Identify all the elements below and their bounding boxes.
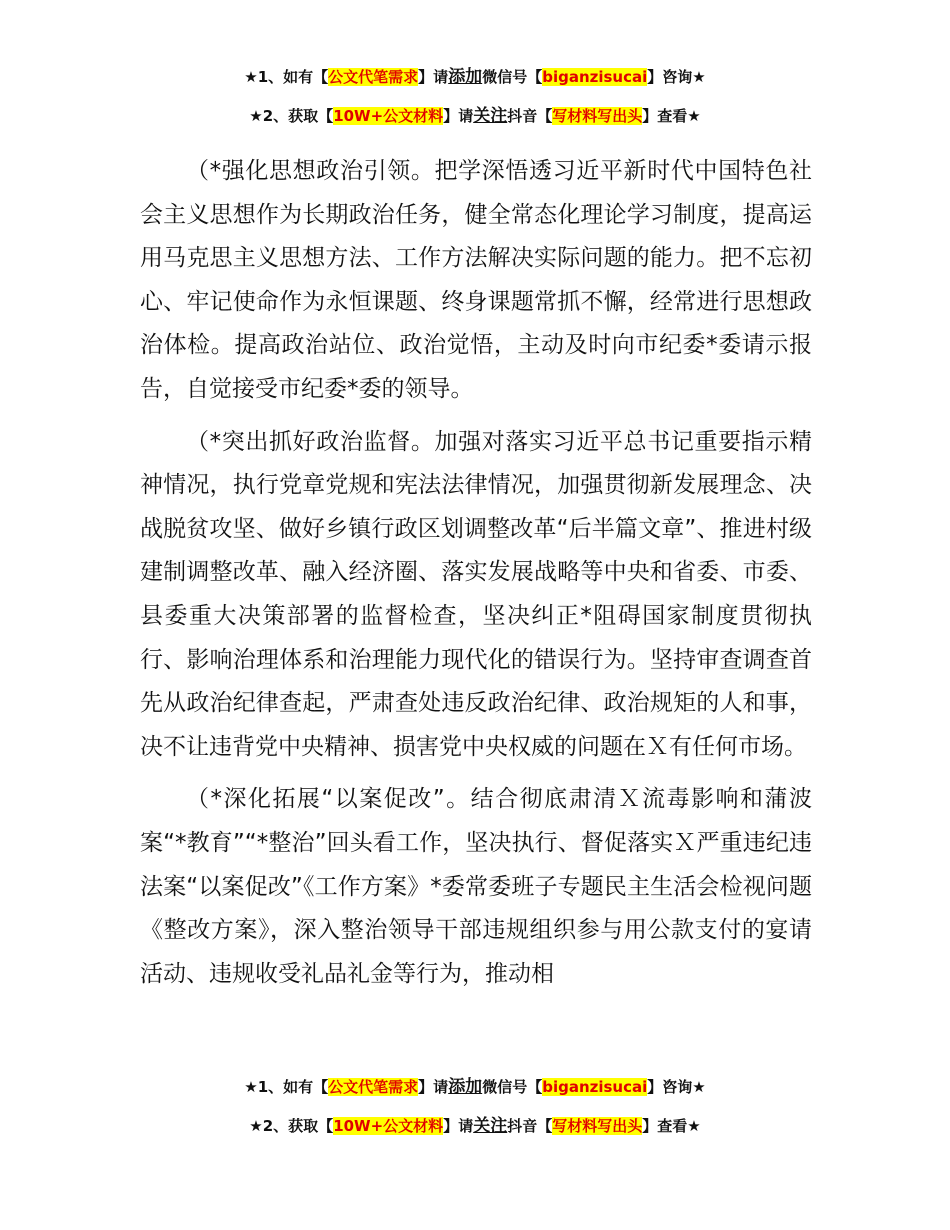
promo-text: ★1、如有【	[244, 68, 329, 86]
promo-text: 】请	[443, 107, 474, 125]
promo-text: 】咨询★	[647, 1078, 706, 1096]
promo-text: 微信号【	[482, 68, 543, 86]
promo-highlight: 10W+公文材料	[333, 107, 444, 125]
footer-promo-line-1	[0, 1077, 950, 1097]
promo-text: 微信号【	[482, 1078, 543, 1096]
promo-highlight: 公文代笔需求	[328, 68, 419, 86]
promo-highlight: 写材料写出头	[552, 1117, 643, 1135]
promo-text: 】查看★	[642, 107, 701, 125]
header-promo-line-2	[0, 106, 950, 126]
promo-text: 】请	[418, 1078, 449, 1096]
promo-text: 】请	[443, 1117, 474, 1135]
paragraph: （*强化思想政治引领。把学深悟透习近平新时代中国特色社会主义思想作为长期政治任务，健全常态化理论学习制度，提高运用马克思主义思想方法、工作方法解决实际问题的能力。把不忘初心、牢记使命作为永恒课题、终身课题常抓不懈，经常进行思想政治体检。提高政治站位、政治觉悟，主动及时向市纪委*委请示报告，自觉接受市纪委*委的领导。	[140, 158, 812, 402]
promo-highlight: 写材料写出头	[552, 107, 643, 125]
promo-emphasis: 关注	[473, 106, 508, 126]
promo-text: 】咨询★	[647, 68, 706, 86]
promo-text: 】查看★	[642, 1117, 701, 1135]
promo-text: 抖音【	[507, 107, 553, 125]
paragraph: （*深化拓展“以案促改”。结合彻底肃清Ｘ流毒影响和蒲波案“*教育”“*整治”回头看工作，坚决执行、督促落实Ｘ严重违纪违法案“以案促改”《工作方案》*委常委班子专题民主生活会检视问题《整改方案》，深入整治领导干部违规组织参与用公款支付的宴请活动、违规收受礼品礼金等行为，推动相	[140, 786, 812, 987]
promo-highlight: 10W+公文材料	[333, 1117, 444, 1135]
promo-text: ★1、如有【	[244, 1078, 329, 1096]
promo-highlight: 公文代笔需求	[328, 1078, 419, 1096]
promo-text: 】请	[418, 68, 449, 86]
header-promo-line-1	[0, 67, 950, 87]
promo-text: 抖音【	[507, 1117, 553, 1135]
promo-text: ★2、获取【	[249, 107, 334, 125]
promo-text: ★2、获取【	[249, 1117, 334, 1135]
promo-emphasis: 添加	[448, 1077, 483, 1097]
promo-highlight: biganzisucai	[542, 68, 648, 86]
promo-emphasis: 关注	[473, 1116, 508, 1136]
promo-highlight: biganzisucai	[542, 1078, 648, 1096]
footer-promo-line-2	[0, 1116, 950, 1136]
document-body	[140, 150, 812, 1005]
paragraph: （*突出抓好政治监督。加强对落实习近平总书记重要指示精神情况，执行党章党规和宪法法律情况，加强贯彻新发展理念、决战脱贫攻坚、做好乡镇行政区划调整改革“后半篇文章”、推进村级建制调整改革、融入经济圈、落实发展战略等中央和省委、市委、县委重大决策部署的监督检查，坚决纠正*阻碍国家制度贯彻执行、影响治理体系和治理能力现代化的错误行为。坚持审查调查首先从政治纪律查起，严肃查处违反政治纪律、政治规矩的人和事，决不让违背党中央精神、损害党中央权威的问题在Ｘ有任何市场。	[140, 428, 812, 760]
promo-emphasis: 添加	[448, 67, 483, 87]
